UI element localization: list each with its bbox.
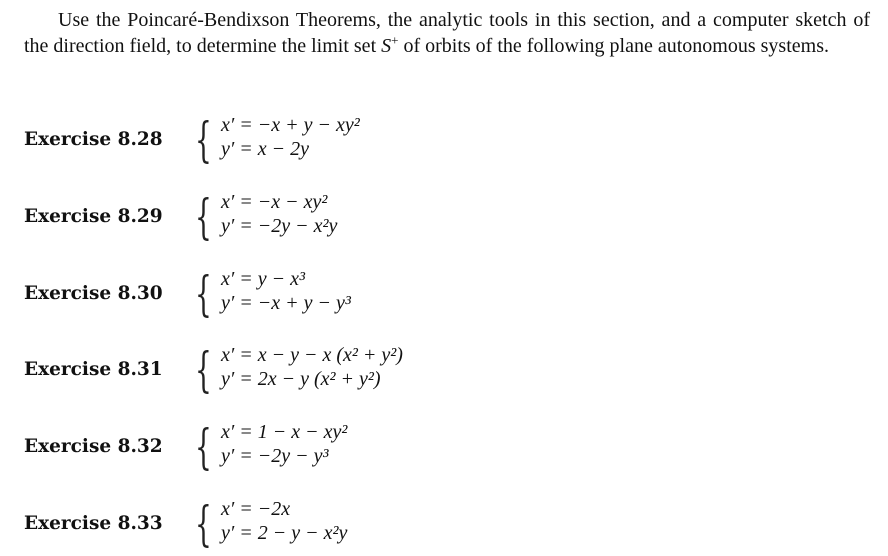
- system-brace: {: [195, 266, 212, 322]
- exercise-label: Exercise 8.33: [24, 513, 163, 534]
- system-brace: {: [195, 342, 212, 398]
- equation-y-prime: y′ = x − 2y: [221, 138, 309, 160]
- intro-text-after: of orbits of the following plane autonomous systems.: [398, 35, 829, 57]
- exercise-8-30: [24, 266, 864, 326]
- system-brace: {: [195, 189, 212, 245]
- exercise-8-28: [24, 112, 864, 172]
- intro-paragraph: [24, 7, 870, 59]
- limit-set-superscript: +: [391, 32, 399, 48]
- exercise-8-33: [24, 496, 864, 556]
- exercise-label: Exercise 8.29: [24, 206, 163, 227]
- equation-y-prime: y′ = −2y − x²y: [221, 215, 338, 237]
- exercise-label: Exercise 8.32: [24, 436, 163, 457]
- system-brace: {: [195, 112, 212, 168]
- limit-set-symbol: S: [381, 35, 392, 57]
- equation-y-prime: y′ = 2x − y (x² + y²): [221, 368, 381, 390]
- exercise-label: Exercise 8.28: [24, 129, 163, 150]
- equation-x-prime: x′ = x − y − x (x² + y²): [221, 344, 403, 366]
- system-brace: {: [195, 419, 212, 475]
- equation-y-prime: y′ = 2 − y − x²y: [221, 522, 348, 544]
- equation-x-prime: x′ = −x + y − xy²: [221, 114, 360, 136]
- equation-x-prime: x′ = −2x: [221, 498, 291, 520]
- equation-x-prime: x′ = 1 − x − xy²: [221, 421, 348, 443]
- equation-x-prime: x′ = −x − xy²: [221, 191, 328, 213]
- exercise-label: Exercise 8.31: [24, 359, 163, 380]
- equation-x-prime: x′ = y − x³: [221, 268, 305, 290]
- exercise-8-29: [24, 189, 864, 249]
- exercise-label: Exercise 8.30: [24, 283, 163, 304]
- exercise-8-31: [24, 342, 864, 402]
- intro-text-before: Use the Poincaré-Bendixson Theorems, the analytic tools in this section, and a computer sketch of the direction field, to determine the limit set: [24, 9, 870, 57]
- exercise-8-32: [24, 419, 864, 479]
- equation-y-prime: y′ = −x + y − y³: [221, 292, 351, 314]
- system-brace: {: [195, 496, 212, 552]
- equation-y-prime: y′ = −2y − y³: [221, 445, 329, 467]
